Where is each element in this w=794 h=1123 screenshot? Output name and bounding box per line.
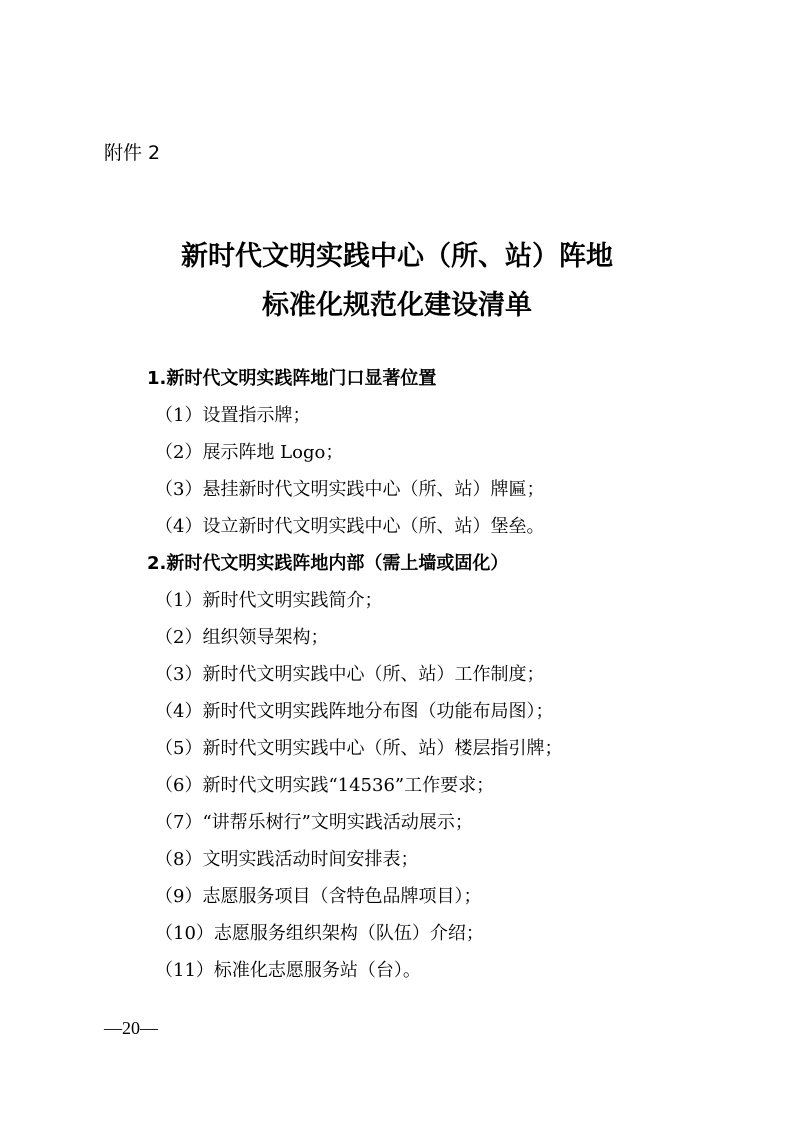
document-title — [0, 232, 794, 330]
list-item: （3）新时代文明实践中心（所、站）工作制度； — [155, 664, 545, 685]
list-item: （4）设立新时代文明实践中心（所、站）堡垒。 — [155, 516, 545, 537]
section-heading: 1.新时代文明实践阵地门口显著位置 — [147, 368, 437, 389]
list-item: （9）志愿服务项目（含特色品牌项目）； — [155, 886, 482, 907]
page-number: —20— — [104, 1018, 158, 1038]
list-item: （2）组织领导架构； — [155, 627, 329, 648]
list-item: （11）标准化志愿服务站（台）。 — [155, 960, 421, 981]
list-item: （4）新时代文明实践阵地分布图（功能布局图）； — [155, 701, 554, 722]
list-item: （3）悬挂新时代文明实践中心（所、站）牌匾； — [155, 479, 545, 500]
section-heading: 2.新时代文明实践阵地内部（需上墙或固化） — [147, 553, 509, 574]
section-interior — [147, 545, 747, 989]
list-item: （2）展示阵地 Logo； — [155, 442, 344, 463]
title-line-2: 标准化规范化建设清单 — [262, 290, 532, 321]
list-item: （7）“讲帮乐树行”文明实践活动展示； — [155, 812, 473, 833]
list-item: （5）新时代文明实践中心（所、站）楼层指引牌； — [155, 738, 563, 759]
list-item: （10）志愿服务组织架构（队伍）介绍； — [155, 923, 484, 944]
list-item: （1）新时代文明实践简介； — [155, 590, 383, 611]
list-item: （6）新时代文明实践“14536”工作要求； — [155, 775, 495, 796]
checklist-body — [147, 360, 747, 989]
section-entrance — [147, 360, 747, 545]
list-item: （1）设置指示牌； — [155, 405, 311, 426]
list-item: （8）文明实践活动时间安排表； — [155, 849, 419, 870]
attachment-label: 附件 2 — [104, 142, 161, 164]
title-line-1: 新时代文明实践中心（所、站）阵地 — [181, 241, 613, 272]
